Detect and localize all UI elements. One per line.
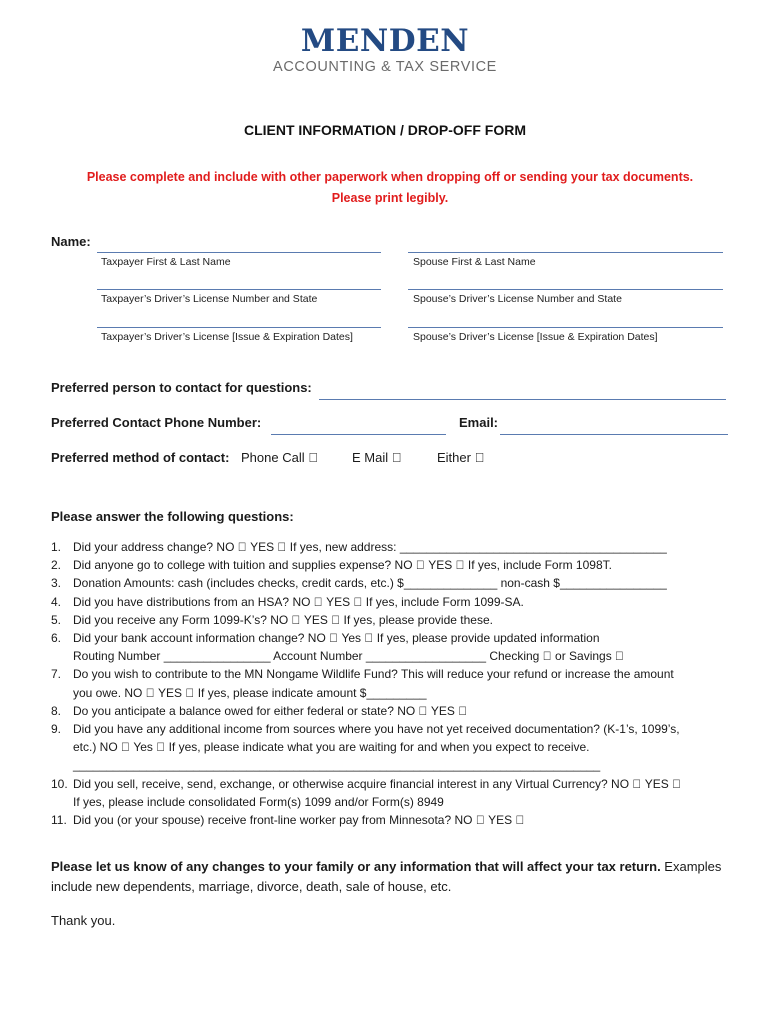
taxpayer-name-caption: Taxpayer First & Last Name [101, 256, 231, 268]
logo-sub-text: ACCOUNTING & TAX SERVICE [273, 59, 497, 75]
thank-you-text: Thank you. [51, 913, 116, 928]
question-text: Do you wish to contribute to the MN Nongame Wildlife Fund? This will reduce your refund or increase the amount [73, 667, 674, 682]
question-number: 3. [51, 576, 62, 591]
question-2 [51, 556, 741, 574]
phone-label: Preferred Contact Phone Number: [51, 415, 262, 430]
question-9 [51, 720, 741, 775]
question-number: 5. [51, 612, 62, 627]
question-8 [51, 702, 741, 720]
question-text-continued: If yes, please include consolidated Form(s) 1099 and/or Form(s) 8949 [73, 794, 444, 809]
question-text-continued[interactable]: etc.) NO Yes If yes, please indicate what you are waiting for and when you expect to receive. [73, 740, 565, 755]
email-line[interactable] [500, 434, 728, 435]
question-number: 8. [51, 703, 62, 718]
question-text[interactable]: Did you (or your spouse) receive front-line worker pay from Minnesota? NO YES [73, 813, 500, 828]
spouse-dl-line[interactable] [408, 289, 723, 290]
instruction-line-1: Please complete and include with other paperwork when dropping off or sending your tax documents. [86, 170, 694, 184]
spouse-name-line[interactable] [408, 252, 723, 253]
question-text-continued[interactable]: Routing Number ________________ Account Number __________________ Checking or Savings [73, 649, 600, 664]
taxpayer-dl-line[interactable] [97, 289, 381, 290]
question-1 [51, 538, 741, 556]
answer-line[interactable]: _______________________________________________________________________________ [73, 758, 601, 773]
question-3 [51, 574, 741, 592]
question-10 [51, 775, 741, 811]
question-text[interactable]: Did you receive any Form 1099-K’s? NO YES If yes, please provide these. [73, 612, 469, 627]
taxpayer-dl-dates-line[interactable] [97, 327, 381, 328]
question-11 [51, 811, 741, 829]
email-label: Email: [459, 415, 499, 430]
spouse-dl-caption: Spouse’s Driver’s License Number and State [413, 293, 622, 305]
spouse-dl-dates-line[interactable] [408, 327, 723, 328]
question-text-continued[interactable]: you owe. NO YES If yes, please indicate amount $_________ [73, 685, 402, 700]
question-text[interactable]: Did your address change? NO YES If yes, new address: ________________________________________ [73, 540, 642, 554]
question-7 [51, 665, 741, 701]
question-text[interactable]: Did you sell, receive, send, exchange, or otherwise acquire financial interest in any Virtual Currency? NO YES [73, 776, 657, 791]
form-title: CLIENT INFORMATION / DROP-OFF FORM [243, 122, 527, 138]
question-text[interactable]: Did your bank account information change? NO Yes If yes, please provide updated information [73, 631, 575, 646]
closing-normal-text: Examples include new dependents, marriage, divorce, death, sale of house, etc. [51, 859, 722, 894]
question-4 [51, 593, 741, 611]
question-5 [51, 611, 741, 629]
option-email[interactable]: E Mail [352, 450, 389, 465]
question-number: 9. [51, 722, 62, 737]
question-6 [51, 629, 741, 665]
question-text[interactable]: Do you anticipate a balance owed for either federal or state? NO YES [73, 703, 443, 718]
question-text: Did you have any additional income from sources where you have not yet received documentation? (K-1’s, 1099’s, [73, 722, 680, 737]
spouse-dl-dates-caption: Spouse’s Driver’s License [Issue & Expiration Dates] [413, 331, 658, 343]
preferred-person-line[interactable] [319, 399, 726, 400]
instructions [0, 167, 770, 209]
closing-bold-text: Please let us know of any changes to your family or any information that will affect your tax return. [51, 859, 661, 874]
phone-line[interactable] [271, 434, 446, 435]
option-phone-call[interactable]: Phone Call [241, 450, 305, 465]
taxpayer-dl-dates-caption: Taxpayer’s Driver’s License [Issue & Expiration Dates] [101, 331, 353, 343]
spouse-name-caption: Spouse First & Last Name [413, 256, 536, 268]
questions-heading: Please answer the following questions: [51, 509, 294, 524]
question-text[interactable]: Did you have distributions from an HSA? NO YES If yes, include Form 1099-SA. [73, 594, 499, 609]
preferred-person-label: Preferred person to contact for questions: [51, 380, 312, 395]
question-number: 1. [51, 540, 62, 554]
questions-list [51, 538, 741, 829]
logo-main-text: MENDEN [300, 23, 470, 59]
instruction-line-2: Please print legibly. [331, 191, 449, 205]
question-number: 4. [51, 594, 62, 609]
question-number: 2. [51, 558, 62, 573]
name-label: Name: [51, 234, 91, 249]
closing-paragraph [51, 857, 741, 897]
question-text[interactable]: Did anyone go to college with tuition and supplies expense? NO YES If yes, include Form 1098T. [73, 558, 588, 573]
taxpayer-dl-caption: Taxpayer’s Driver’s License Number and State [101, 293, 318, 305]
taxpayer-name-line[interactable] [97, 252, 381, 253]
company-logo [0, 24, 770, 76]
option-either[interactable]: Either [437, 450, 471, 465]
question-number: 7. [51, 667, 62, 682]
question-text[interactable]: Donation Amounts: cash (includes checks, credit cards, etc.) $______________ non-cash $________________ [73, 576, 667, 591]
question-number: 11. [51, 813, 67, 828]
question-number: 6. [51, 631, 62, 646]
question-number: 10. [51, 776, 68, 791]
contact-method-label: Preferred method of contact: [51, 450, 230, 465]
